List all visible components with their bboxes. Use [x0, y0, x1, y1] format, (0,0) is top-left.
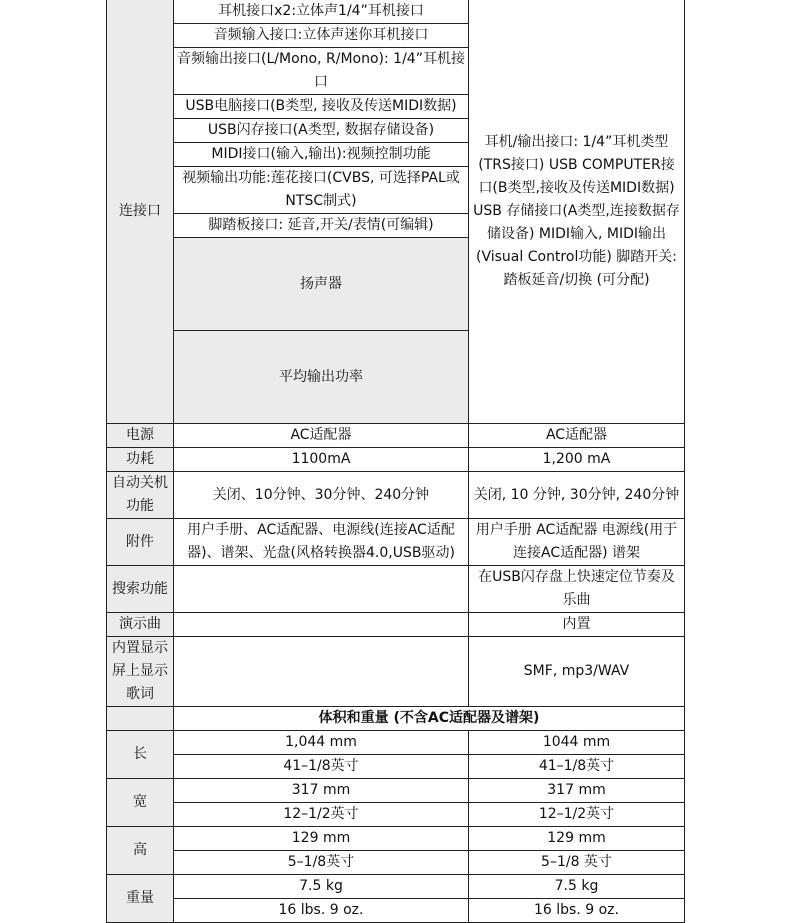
dimensions-header-spacer [107, 707, 174, 731]
connection-col1-item: 音频输出接口(L/Mono, R/Mono): 1/4”耳机接口 [174, 48, 469, 95]
dimension-col1: 12–1/2英寸 [174, 803, 469, 827]
connection-col1-item: USB电脑接口(B类型, 接收及传送MIDI数据) [174, 95, 469, 119]
row-col1: 关闭、10分钟、30分钟、240分钟 [174, 472, 469, 519]
row-label: 扬声器 [174, 238, 469, 331]
dimension-col2: 16 lbs. 9 oz. [469, 899, 685, 923]
row-label: 电源 [107, 424, 174, 448]
dimensions-header: 体积和重量 (不含AC适配器及谱架) [174, 707, 685, 731]
row-col1: 用户手册、AC适配器、电源线(连接AC适配器)、谱架、光盘(风格转换器4.0,USB驱动) [174, 519, 469, 566]
row-col1 [174, 566, 469, 613]
dimension-col2: 5–1/8 英寸 [469, 851, 685, 875]
dimension-label: 高 [107, 827, 174, 875]
spec-table [106, 0, 685, 923]
dimension-label: 宽 [107, 779, 174, 827]
row-col2: 用户手册 AC适配器 电源线(用于连接AC适配器) 谱架 [469, 519, 685, 566]
connection-col1-item: 脚踏板接口: 延音,开关/表情(可编辑) [174, 214, 469, 238]
connection-label: 连接口 [107, 0, 174, 424]
row-label: 演示曲 [107, 613, 174, 637]
row-label: 搜索功能 [107, 566, 174, 613]
row-col2: SMF, mp3/WAV [469, 637, 685, 707]
dimension-col1: 1,044 mm [174, 731, 469, 755]
dimension-col2: 129 mm [469, 827, 685, 851]
row-label: 平均输出功率 [174, 331, 469, 424]
connection-col1-item: 视频输出功能:莲花接口(CVBS, 可选择PAL或NTSC制式) [174, 167, 469, 214]
connection-col2-text: 耳机/输出接口: 1/4”耳机类型(TRS接口) USB COMPUTER接口(B类型,接收及传送MIDI数据) USB 存储接口(A类型,连接数据存储设备) MIDI输入, MIDI输出(Visual Control功能) 脚踏开关: 踏板延音/切换 (可分配) [469, 0, 685, 424]
dimension-label: 重量 [107, 875, 174, 923]
row-label: 内置显示屏上显示歌词 [107, 637, 174, 707]
connection-col1-item: 音频输入接口:立体声迷你耳机接口 [174, 24, 469, 48]
dimension-col1: 7.5 kg [174, 875, 469, 899]
dimension-col2: 7.5 kg [469, 875, 685, 899]
row-col1: AC适配器 [174, 424, 469, 448]
dimension-label: 长 [107, 731, 174, 779]
dimension-col2: 41–1/8英寸 [469, 755, 685, 779]
dimension-col1: 41–1/8英寸 [174, 755, 469, 779]
row-col2: 内置 [469, 613, 685, 637]
row-col2: 在USB闪存盘上快速定位节奏及乐曲 [469, 566, 685, 613]
row-label: 附件 [107, 519, 174, 566]
connection-col1-item: 耳机接口x2:立体声1/4”耳机接口 [174, 0, 469, 24]
dimension-col1: 129 mm [174, 827, 469, 851]
connection-col1-item: USB闪存接口(A类型, 数据存储设备) [174, 119, 469, 143]
row-col1 [174, 637, 469, 707]
connection-col1-item: MIDI接口(输入,输出):视频控制功能 [174, 143, 469, 167]
dimension-col1: 317 mm [174, 779, 469, 803]
row-col1: 1100mA [174, 448, 469, 472]
row-col2: 1,200 mA [469, 448, 685, 472]
row-col2: 关闭, 10 分钟, 30分钟, 240分钟 [469, 472, 685, 519]
row-label: 自动关机功能 [107, 472, 174, 519]
row-label: 功耗 [107, 448, 174, 472]
row-col1 [174, 613, 469, 637]
dimension-col2: 12–1/2英寸 [469, 803, 685, 827]
dimension-col1: 16 lbs. 9 oz. [174, 899, 469, 923]
dimension-col2: 317 mm [469, 779, 685, 803]
dimension-col2: 1044 mm [469, 731, 685, 755]
dimension-col1: 5–1/8英寸 [174, 851, 469, 875]
row-col2: AC适配器 [469, 424, 685, 448]
